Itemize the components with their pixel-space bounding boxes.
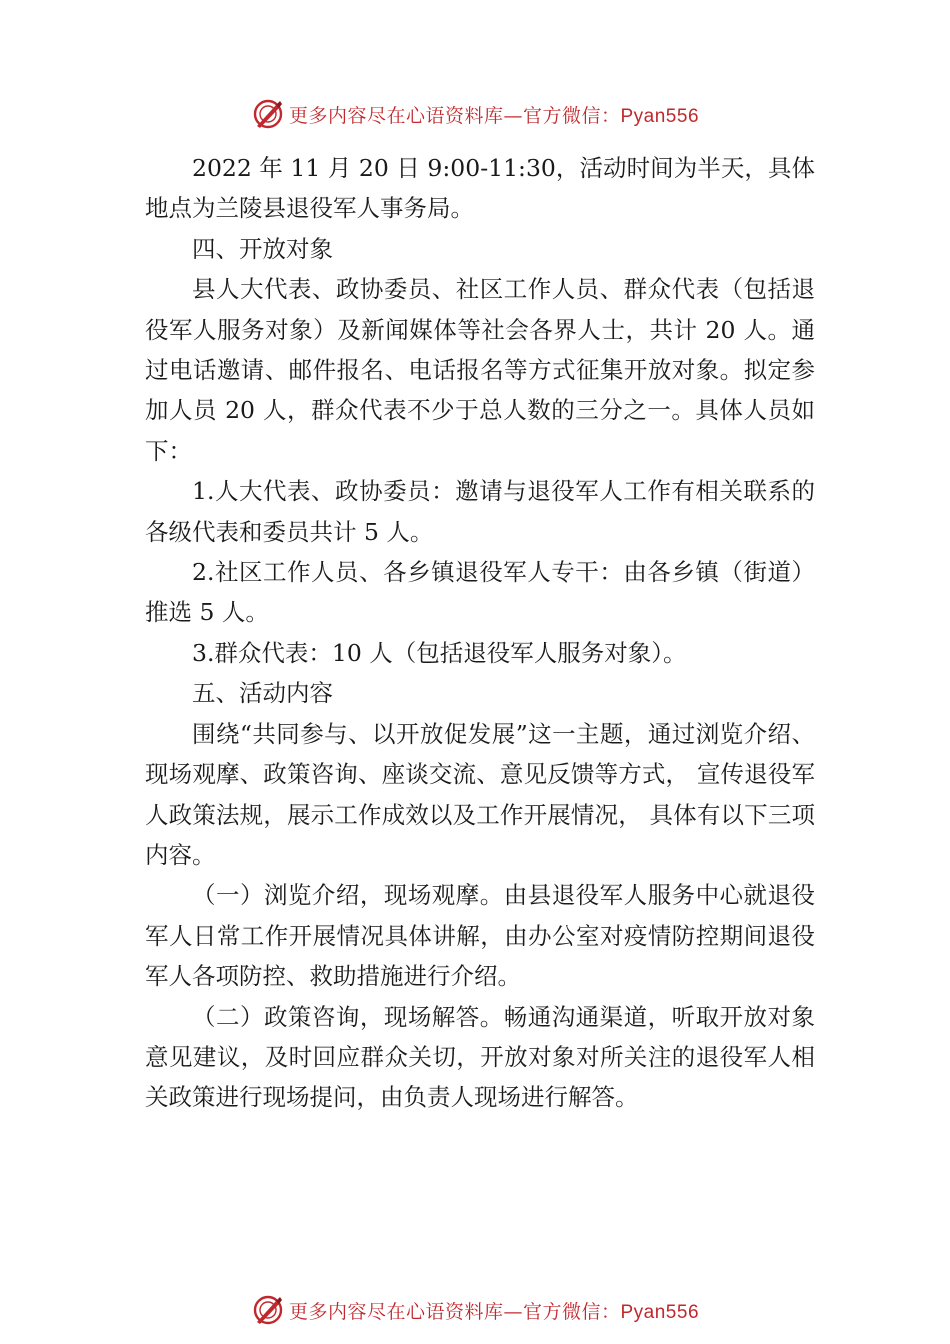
list-item-deputies: 1.人大代表、政协委员：邀请与退役军人工作有相关联系的各级代表和委员共计 5 人。 (145, 477, 815, 546)
footer-watermark (0, 1290, 950, 1330)
watermark-wechat-id: Pyan556 (620, 1301, 700, 1323)
red-pen-circle-logo-icon (251, 1293, 285, 1327)
list-item-public-representatives: 3.群众代表：10 人（包括退役军人服务对象）。 (192, 638, 687, 667)
watermark-wechat-id: Pyan556 (620, 105, 700, 127)
document-body (145, 148, 815, 1118)
paragraph-time-location: 2022 年 11 月 20 日 9:00-11:30，活动时间为半天，具体地点为兰陵县退役军人事务局。 (145, 154, 815, 223)
paragraph-open-targets: 县人大代表、政协委员、社区工作人员、群众代表（包括退役军人服务对象）及新闻媒体等社会各界人士，共计 20 人。通过电话邀请、邮件报名、电话报名等方式征集开放对象。拟定参加人员 20 人，群众代表不少于总人数的三分之一。具体人员如下： (145, 275, 815, 465)
header-watermark (0, 94, 950, 134)
watermark-text: 更多内容尽在心语资料库—官方微信： (288, 1300, 621, 1323)
paragraph-activity-content: 围绕“共同参与、以开放促发展”这一主题，通过浏览介绍、现场观摩、政策咨询、座谈交流、意见反馈等方式， 宣传退役军人政策法规，展示工作成效以及工作开展情况， 具体有以下三项内容。 (145, 719, 815, 869)
paragraph-policy-consultation: （二）政策咨询，现场解答。畅通沟通渠道，听取开放对象意见建议，及时回应群众关切，开放对象对所关注的退役军人相关政策进行现场提问，由负责人现场进行解答。 (145, 1002, 815, 1112)
heading-open-targets: 四、开放对象 (192, 234, 333, 263)
paragraph-browse-observe: （一）浏览介绍，现场观摩。由县退役军人服务中心就退役军人日常工作开展情况具体讲解，由办公室对疫情防控期间退役军人各项防控、救助措施进行介绍。 (145, 881, 815, 991)
heading-activity-content: 五、活动内容 (192, 679, 333, 708)
watermark-text: 更多内容尽在心语资料库—官方微信： (288, 104, 621, 127)
red-pen-circle-logo-icon (251, 97, 285, 131)
list-item-community-staff: 2.社区工作人员、各乡镇退役军人专干：由各乡镇（街道）推选 5 人。 (145, 558, 815, 627)
